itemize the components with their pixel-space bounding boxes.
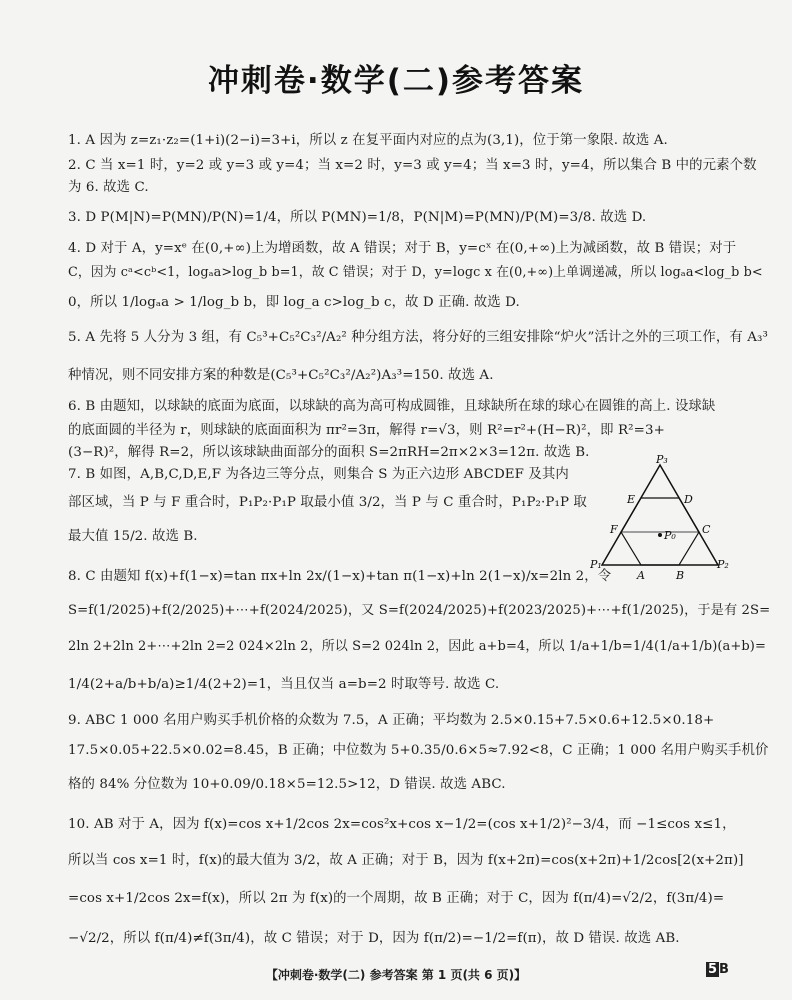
hexagon-abcdef xyxy=(621,498,699,565)
answer-line: 7. B 如图，A,B,C,D,E,F 为各边三等分点，则集合 S 为正六边形 ABCDEF 及其内 xyxy=(68,467,569,482)
answer-line: 1. A 因为 z=z₁·z₂=(1+i)(2−i)=3+i，所以 z 在复平面内对应的点为(3,1)，位于第一象限. 故选 A. xyxy=(68,133,668,148)
answer-line: 4. D 对于 A，y=xᵉ 在(0,+∞)上为增函数，故 A 错误；对于 B，y=cˣ 在(0,+∞)上为减函数，故 B 错误；对于 xyxy=(68,241,737,256)
point-p0 xyxy=(658,533,662,537)
answer-line: 9. ABC 1 000 名用户购买手机价格的众数为 7.5，A 正确；平均数为 2.5×0.15+7.5×0.6+12.5×0.18+ xyxy=(68,713,715,728)
answer-line: 格的 84% 分位数为 10+0.09/0.18×5=12.5>12，D 错误. 故选 ABC. xyxy=(68,777,506,792)
answer-line: 2. C 当 x=1 时，y=2 或 y=3 或 y=4；当 x=2 时，y=3 或 y=4；当 x=3 时，y=4，所以集合 B 中的元素个数 xyxy=(68,158,757,173)
answer-line: −√2/2，所以 f(π/4)≠f(3π/4)，故 C 错误；对于 D，因为 f(π/2)=−1/2=f(π)，故 D 错误. 故选 AB. xyxy=(68,931,680,946)
answer-line: 2ln 2+2ln 2+⋯+2ln 2=2 024×2ln 2，所以 S=2 024ln 2，因此 a+b=4，所以 1/a+1/b=1/4(1/a+1/b)(a+b)= xyxy=(68,639,766,654)
answer-line: 6. B 由题知，以球缺的底面为底面，以球缺的高为高可构成圆锥，且球缺所在球的球心在圆锥的高上. 设球缺 xyxy=(68,399,716,414)
answer-line: 所以当 cos x=1 时，f(x)的最大值为 3/2，故 A 正确；对于 B，因为 f(x+2π)=cos(x+2π)+1/2cos[2(x+2π)] xyxy=(68,853,744,868)
answer-line: =cos x+1/2cos 2x=f(x)，所以 2π 为 f(x)的一个周期，故 B 正确；对于 C，因为 f(π/4)=√2/2，f(3π/4)= xyxy=(68,891,725,906)
label-a: A xyxy=(637,569,645,582)
label-e: E xyxy=(627,493,636,506)
answer-line: 种情况，则不同安排方案的种数是(C₅³+C₅²C₃²/A₂²)A₃³=150. 故选 A. xyxy=(68,368,494,383)
triangle-hexagon-figure xyxy=(590,455,730,585)
label-c: C xyxy=(702,523,711,536)
label-p3: P₃ xyxy=(656,455,668,466)
answer-line: 3. D P(M|N)=P(MN)/P(N)=1/4，所以 P(MN)=1/8，P(N|M)=P(MN)/P(M)=3/8. 故选 D. xyxy=(68,210,647,225)
triangle-p1p2p3 xyxy=(602,465,718,565)
answer-line: 1/4(2+a/b+b/a)≥1/4(2+2)=1，当且仅当 a=b=2 时取等号. 故选 C. xyxy=(68,677,500,692)
answer-line: 0，所以 1/logₐa > 1/log_b b，即 log_a c>log_b c，故 D 正确. 故选 D. xyxy=(68,295,520,310)
answer-line: (3−R)²，解得 R=2，所以该球缺曲面部分的面积 S=2πRH=2π×2×3=12π. 故选 B. xyxy=(68,445,590,460)
answer-line: 最大值 15/2. 故选 B. xyxy=(68,529,198,544)
answer-line: C，因为 cᵃ<cᵇ<1，logₐa>log_b b=1，故 C 错误；对于 D，y=logc x 在(0,+∞)上单调递减，所以 logₐa<log_b b< xyxy=(68,265,763,280)
answer-line: 17.5×0.05+22.5×0.02=8.45，B 正确；中位数为 5+0.35/0.6×5≈7.92<8，C 正确；1 000 名用户购买手机价 xyxy=(68,743,769,758)
page-footer: 【冲刺卷·数学(二) 参考答案 第 1 页(共 6 页)】 xyxy=(265,968,527,982)
badge-letter: B xyxy=(719,962,729,977)
answer-line: 为 6. 故选 C. xyxy=(68,180,149,195)
label-p0: P₀ xyxy=(664,529,676,542)
label-d: D xyxy=(684,493,693,506)
label-p1: P₁ xyxy=(590,558,602,571)
page-badge xyxy=(706,962,729,977)
page-title: 冲刺卷·数学(二)参考答案 xyxy=(207,63,585,99)
answer-line: 8. C 由题知 f(x)+f(1−x)=tan πx+ln 2x/(1−x)+tan π(1−x)+ln 2(1−x)/x=2ln 2，令 xyxy=(68,569,612,584)
answer-line: 的底面圆的半径为 r，则球缺的底面面积为 πr²=3π，解得 r=√3，则 R²=r²+(H−R)²，即 R²=3+ xyxy=(68,423,665,438)
answer-line: 部区域，当 P 与 F 重合时，P₁P₂·P₁P 取最小值 3/2，当 P 与 C 重合时，P₁P₂·P₁P 取 xyxy=(68,495,587,510)
answer-line: 10. AB 对于 A，因为 f(x)=cos x+1/2cos 2x=cos²x+cos x−1/2=(cos x+1/2)²−3/4，而 −1≤cos x≤1， xyxy=(68,817,736,832)
answer-line: S=f(1/2025)+f(2/2025)+⋯+f(2024/2025)，又 S=f(2024/2025)+f(2023/2025)+⋯+f(1/2025)，于是有 2S= xyxy=(68,603,771,618)
answer-line: 5. A 先将 5 人分为 3 组，有 C₅³+C₅²C₃²/A₂² 种分组方法，将分好的三组安排除“炉火”活计之外的三项工作，有 A₃³ xyxy=(68,330,768,345)
label-f: F xyxy=(610,523,618,536)
label-b: B xyxy=(676,569,685,582)
badge-box: 5 xyxy=(708,962,718,977)
label-p2: P₂ xyxy=(717,558,729,571)
